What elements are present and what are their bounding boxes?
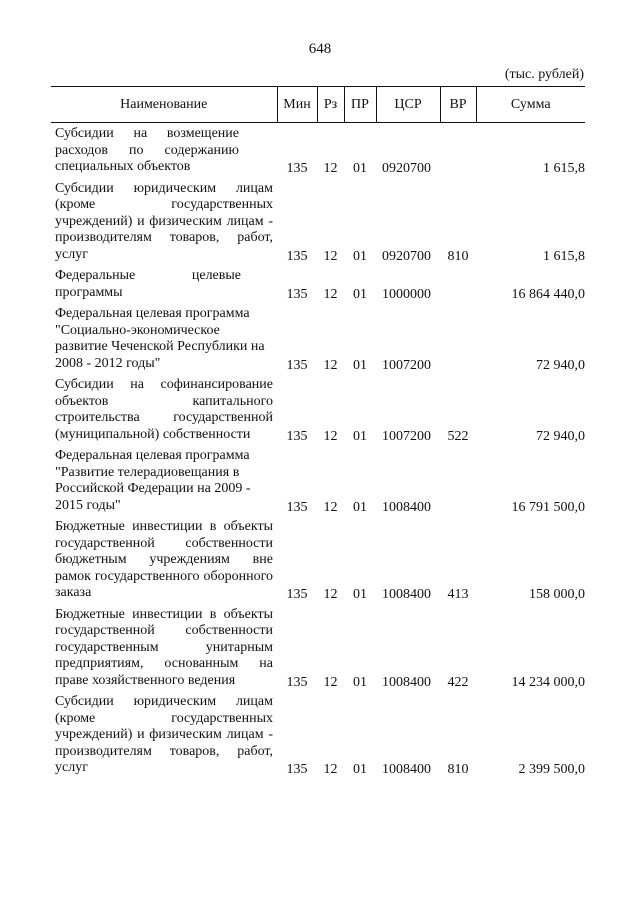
row-rz: 12 [323,286,338,302]
header-vr: ВР [440,87,476,123]
row-min: 135 [286,587,308,602]
row-csr: 1007200 [382,357,431,373]
row-rz: 12 [323,161,338,176]
table-row [51,604,585,692]
table-row [51,123,585,178]
row-pr: 01 [353,674,367,690]
page-number: 648 [308,41,332,57]
row-min: 135 [286,286,308,302]
row-rz: 12 [323,762,338,777]
row-sum: 2 399 500,0 [518,762,585,777]
row-name: Субсидии на софинансирование объектов капитального строительства государственной (муниципальной) собственности [55,377,273,442]
row-min: 135 [286,428,308,444]
row-sum: 16 864 440,0 [511,286,585,302]
header-csr: ЦСР [376,87,440,123]
row-min: 135 [286,248,308,264]
row-csr: 1008400 [382,674,431,690]
row-csr: 1007200 [382,428,431,444]
header-pr: ПР [344,87,376,123]
row-pr: 01 [353,587,367,602]
row-csr: 1000000 [382,286,431,302]
row-sum: 16 791 500,0 [511,499,585,515]
row-pr: 01 [353,428,367,444]
row-rz: 12 [323,248,338,264]
row-min: 135 [286,161,308,176]
table-header-row [51,87,585,123]
table-row [51,374,585,445]
row-vr: 810 [447,762,469,777]
row-min: 135 [286,762,308,777]
row-csr: 1008400 [382,587,431,602]
row-vr: 522 [447,428,469,444]
header-rz: Рз [317,87,344,123]
row-name: Субсидии юридическим лицам (кроме государственных учреждений) и физическим лицам - производителям товаров, работ, услуг [55,694,273,775]
header-name: Наименование [51,87,277,123]
row-name: Федеральная целевая программа "Социально-экономическое развитие Чеченской Республики на 2008 - 2012 годы" [55,306,265,371]
row-min: 135 [286,674,308,690]
row-vr: 810 [447,248,469,264]
table-row [51,303,585,374]
row-name: Субсидии юридическим лицам (кроме государственных учреждений) и физическим лицам - производителям товаров, работ, услуг [55,180,273,262]
row-pr: 01 [353,286,367,302]
row-name: Бюджетные инвестиции в объекты государственной собственности государственным унитарным предприятиям, основанным на праве хозяйственного ведения [55,606,273,688]
row-pr: 01 [353,248,367,264]
row-sum: 1 615,8 [543,161,585,176]
row-vr [440,303,476,374]
row-pr: 01 [353,499,367,515]
row-csr: 0920700 [382,248,431,264]
row-vr [440,445,476,516]
row-name: Субсидии на возмещение расходов по содержанию специальных объектов [55,126,239,174]
units-label: (тыс. рублей) [504,67,584,82]
row-name: Бюджетные инвестиции в объекты государственной собственности бюджетным учреждениям вне рамок государственного оборонного заказа [55,519,273,600]
row-vr: 413 [447,587,469,602]
row-vr [440,265,476,303]
row-vr: 422 [447,674,469,690]
row-sum: 72 940,0 [536,357,585,373]
row-csr: 1008400 [382,762,431,777]
header-sum: Сумма [476,87,585,123]
row-name: Федеральная целевая программа "Развитие телерадиовещания в Российской Федерации на 2009 - 2015 годы" [55,448,251,513]
row-pr: 01 [353,762,367,777]
budget-table [51,86,585,779]
row-pr: 01 [353,161,367,176]
row-rz: 12 [323,674,338,690]
row-csr: 0920700 [382,161,431,176]
row-min: 135 [286,499,308,515]
row-rz: 12 [323,587,338,602]
header-min: Мин [277,87,317,123]
table-row [51,516,585,604]
row-sum: 72 940,0 [536,428,585,444]
table-row [51,178,585,266]
row-pr: 01 [353,357,367,373]
row-rz: 12 [323,428,338,444]
row-sum: 14 234 000,0 [511,674,585,690]
table-row [51,265,585,303]
row-min: 135 [286,357,308,373]
row-rz: 12 [323,357,338,373]
row-sum: 158 000,0 [529,587,585,602]
row-vr [440,123,476,178]
table-row [51,445,585,516]
table-row [51,691,585,779]
row-csr: 1008400 [382,499,431,515]
row-name: Федеральные целевые программы [55,268,241,300]
row-rz: 12 [323,499,338,515]
row-sum: 1 615,8 [543,248,585,264]
